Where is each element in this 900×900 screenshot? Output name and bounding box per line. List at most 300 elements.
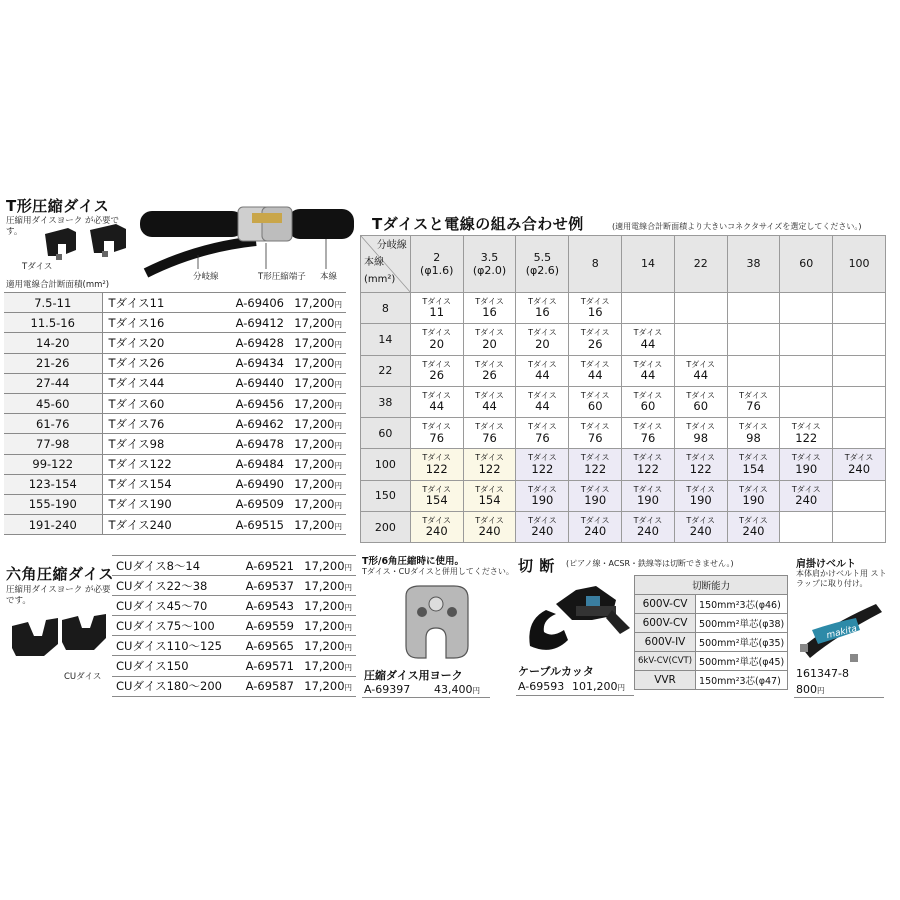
branch-size: 2 <box>433 250 441 264</box>
cu-price-cell: 17,200円 <box>294 676 356 696</box>
combo-cell <box>674 418 727 449</box>
yoke-note: Tダイス・CUダイスと併用してください。 <box>362 567 514 576</box>
combo-cell <box>569 418 622 449</box>
main-size-header: 8 <box>361 293 411 324</box>
die-size: 122 <box>689 461 712 476</box>
cu-dies-row <box>112 576 356 596</box>
die-name-cell: Tダイス240 <box>102 515 212 535</box>
combo-cell <box>516 512 569 543</box>
combo-cell <box>622 324 675 355</box>
combo-cell <box>833 293 886 324</box>
die-size: 76 <box>482 430 497 445</box>
die-prefix: Tダイス <box>475 484 504 494</box>
branch-size-header <box>674 236 727 293</box>
die-prefix: Tダイス <box>633 359 663 369</box>
die-size: 154 <box>425 493 448 508</box>
capacity-row <box>635 595 788 614</box>
size-cell: 155-190 <box>4 494 102 514</box>
branch-size-header <box>833 236 886 293</box>
die-prefix: Tダイス <box>422 422 452 432</box>
size-cell: 99-122 <box>4 454 102 474</box>
branch-size: 100 <box>848 257 870 271</box>
die-size: 44 <box>640 336 656 351</box>
die-code-cell: A-69484 <box>212 454 284 474</box>
cutter-title: 切 断 <box>518 557 555 575</box>
die-prefix: Tダイス <box>475 453 504 463</box>
die-prefix: Tダイス <box>528 422 557 432</box>
combo-cell <box>463 324 516 355</box>
branch-size: 8 <box>591 257 599 271</box>
main-label: 本線 <box>364 257 384 268</box>
branch-size: 14 <box>640 257 655 271</box>
die-prefix: Tダイス <box>475 296 504 306</box>
die-size: 26 <box>587 336 603 351</box>
shoulder-belt-image <box>796 596 888 666</box>
t-dies-row <box>4 313 346 333</box>
branch-size: 5.5 <box>533 250 552 264</box>
die-size: 44 <box>693 367 709 382</box>
die-size: 26 <box>482 367 497 382</box>
die-prefix: Tダイス <box>580 516 610 525</box>
die-name-cell: Tダイス60 <box>102 393 212 413</box>
combo-cell <box>569 355 622 386</box>
die-prefix: Tダイス <box>422 328 452 338</box>
yoke-name: 圧縮ダイス用ヨーク <box>364 669 463 682</box>
main-size-header: 150 <box>361 480 411 511</box>
die-size: 44 <box>535 399 550 414</box>
cu-price-cell: 17,200円 <box>294 556 356 576</box>
combo-title: Tダイスと電線の組み合わせ例 <box>372 215 584 233</box>
belt-code: 161347-8 <box>796 667 849 680</box>
combo-cell <box>463 355 516 386</box>
combo-cell <box>569 512 622 543</box>
die-name-cell: Tダイス16 <box>102 313 212 333</box>
branch-diameter: (φ2.6) <box>525 264 560 277</box>
cutting-capacity-table <box>634 575 788 690</box>
combo-cell <box>727 355 780 386</box>
die-size: 122 <box>636 461 659 476</box>
die-size: 16 <box>482 305 497 320</box>
die-prefix: Tダイス <box>633 484 663 494</box>
combo-cell <box>463 386 516 417</box>
cable-type-cell: VVR <box>635 671 696 690</box>
capacity-row <box>635 633 788 652</box>
die-prefix: Tダイス <box>633 390 663 400</box>
die-size: 76 <box>535 430 550 445</box>
cu-code-cell: A-69521 <box>222 556 294 576</box>
combo-cell <box>727 293 780 324</box>
die-size: 240 <box>795 493 818 508</box>
branch-size-header <box>780 236 833 293</box>
die-size: 190 <box>689 493 712 508</box>
combo-row <box>361 512 886 543</box>
combo-cell <box>674 449 727 480</box>
size-cell: 123-154 <box>4 474 102 494</box>
combo-row <box>361 324 886 355</box>
die-prefix: Tダイス <box>791 484 821 494</box>
t-dies-row <box>4 515 346 535</box>
cu-die-img-label: CUダイス <box>64 672 102 682</box>
combo-cell <box>727 386 780 417</box>
combo-cell <box>674 480 727 511</box>
die-price-cell: 17,200円 <box>284 373 346 393</box>
die-prefix: Tダイス <box>580 422 610 432</box>
combo-cell <box>780 324 833 355</box>
combo-cell <box>833 418 886 449</box>
die-prefix: Tダイス <box>528 390 557 400</box>
combo-cell <box>410 512 463 543</box>
die-prefix: Tダイス <box>528 453 557 463</box>
die-prefix: Tダイス <box>475 422 504 432</box>
cu-dies-note: 圧縮用ダイスヨーク が必要です。 <box>6 585 111 606</box>
cu-code-cell: A-69571 <box>222 656 294 676</box>
combo-cell <box>780 449 833 480</box>
t-dies-table <box>4 292 346 535</box>
main-size-header: 14 <box>361 324 411 355</box>
cu-price-cell: 17,200円 <box>294 656 356 676</box>
combo-cell <box>463 418 516 449</box>
die-size: 44 <box>482 399 497 414</box>
die-prefix: Tダイス <box>686 516 716 525</box>
cu-code-cell: A-69565 <box>222 636 294 656</box>
die-size: 154 <box>742 461 765 476</box>
die-size: 76 <box>587 430 603 445</box>
combo-cell <box>569 386 622 417</box>
die-prefix: Tダイス <box>686 453 716 463</box>
yoke-code: A-69397 <box>364 683 411 696</box>
die-prefix: Tダイス <box>580 359 610 369</box>
combo-cell <box>622 449 675 480</box>
t-dies-note: 圧縮用ダイスヨーク が必要です。 <box>6 216 119 237</box>
die-code-cell: A-69509 <box>212 494 284 514</box>
size-cell: 14-20 <box>4 333 102 353</box>
die-prefix: Tダイス <box>528 359 557 369</box>
combo-cell <box>516 449 569 480</box>
die-size: 20 <box>482 336 497 351</box>
capacity-row <box>635 614 788 633</box>
capacity-value-cell: 150mm²3芯(φ47) <box>696 671 788 690</box>
size-cell: 21-26 <box>4 353 102 373</box>
die-size: 240 <box>742 524 765 539</box>
cu-code-cell: A-69559 <box>222 616 294 636</box>
unit-label: (mm²) <box>364 274 396 285</box>
cutter-price: 101,200円 <box>572 680 625 693</box>
die-size: 190 <box>795 461 818 476</box>
die-code-cell: A-69434 <box>212 353 284 373</box>
yoke-rule <box>362 697 490 698</box>
branch-size-header <box>516 236 569 293</box>
die-prefix: Tダイス <box>686 484 716 494</box>
branch-size-header <box>622 236 675 293</box>
branch-size: 60 <box>799 257 814 271</box>
die-prefix: Tダイス <box>475 390 504 400</box>
die-size: 20 <box>535 336 550 351</box>
die-size: 190 <box>636 493 659 508</box>
cutter-name: ケーブルカッタ <box>518 665 594 678</box>
combo-cell <box>727 512 780 543</box>
die-name-cell: Tダイス11 <box>102 293 212 313</box>
combo-cell <box>516 386 569 417</box>
die-size: 76 <box>429 430 445 445</box>
combo-cell <box>410 449 463 480</box>
t-die-img-label: Tダイス <box>22 262 53 272</box>
branch-diameter: (φ2.0) <box>472 264 507 277</box>
branch-size-header <box>410 236 463 293</box>
die-code-cell: A-69515 <box>212 515 284 535</box>
die-size: 60 <box>587 399 603 414</box>
combo-cell <box>410 324 463 355</box>
die-prefix: Tダイス <box>633 453 663 463</box>
belt-rule <box>794 697 884 698</box>
cu-dies-title: 六角圧縮ダイス <box>6 565 115 583</box>
die-code-cell: A-69456 <box>212 393 284 413</box>
cu-price-cell: 17,200円 <box>294 616 356 636</box>
die-prefix: Tダイス <box>633 516 663 525</box>
cable-cutter-image <box>516 570 636 660</box>
die-prefix: Tダイス <box>422 484 452 494</box>
belt-price: 800円 <box>796 683 825 696</box>
branch-size: 22 <box>693 257 708 271</box>
combo-cell <box>622 386 675 417</box>
combo-cell <box>780 480 833 511</box>
die-price-cell: 17,200円 <box>284 333 346 353</box>
die-code-cell: A-69412 <box>212 313 284 333</box>
cable-type-cell: 600V-CV <box>635 595 696 614</box>
die-size: 60 <box>693 399 709 414</box>
cutter-rule <box>516 695 634 696</box>
die-prefix: Tダイス <box>528 516 557 525</box>
combo-cell <box>569 480 622 511</box>
combo-cell <box>463 449 516 480</box>
size-cell: 77-98 <box>4 434 102 454</box>
combo-cell <box>833 512 886 543</box>
combo-cell <box>622 480 675 511</box>
combo-cell <box>622 355 675 386</box>
cutter-code: A-69593 <box>518 680 565 693</box>
die-prefix: Tダイス <box>633 328 663 338</box>
die-size: 190 <box>742 493 765 508</box>
combo-cell <box>727 324 780 355</box>
combo-cell <box>410 293 463 324</box>
t-dies-row <box>4 293 346 313</box>
cu-price-cell: 17,200円 <box>294 576 356 596</box>
combo-row <box>361 386 886 417</box>
die-name-cell: Tダイス154 <box>102 474 212 494</box>
die-size: 190 <box>531 493 554 508</box>
cu-code-cell: A-69537 <box>222 576 294 596</box>
die-size: 240 <box>848 461 871 476</box>
die-prefix: Tダイス <box>686 422 716 432</box>
die-prefix: Tダイス <box>422 390 452 400</box>
die-price-cell: 17,200円 <box>284 515 346 535</box>
die-size: 44 <box>587 367 603 382</box>
size-cell: 27-44 <box>4 373 102 393</box>
diagram-label-main: 本線 <box>320 272 338 282</box>
die-prefix: Tダイス <box>580 484 610 494</box>
cu-dies-row <box>112 676 356 696</box>
combo-cell <box>833 324 886 355</box>
die-prefix: Tダイス <box>580 390 610 400</box>
capacity-value-cell: 150mm²3芯(φ46) <box>696 595 788 614</box>
die-size: 240 <box>584 524 607 539</box>
die-size: 44 <box>429 399 445 414</box>
combo-cell <box>674 355 727 386</box>
die-size: 122 <box>531 461 554 476</box>
die-size: 240 <box>636 524 659 539</box>
die-size: 122 <box>478 461 501 476</box>
die-size: 190 <box>584 493 607 508</box>
cable-diagram <box>138 203 356 283</box>
size-cell: 7.5-11 <box>4 293 102 313</box>
combo-cell <box>780 293 833 324</box>
combo-row <box>361 480 886 511</box>
cable-type-cell: 600V-CV <box>635 614 696 633</box>
t-dies-row <box>4 454 346 474</box>
die-size: 98 <box>693 430 709 445</box>
die-size: 122 <box>425 461 448 476</box>
die-name-cell: Tダイス190 <box>102 494 212 514</box>
size-cell: 61-76 <box>4 414 102 434</box>
die-price-cell: 17,200円 <box>284 474 346 494</box>
cu-dies-table <box>112 555 356 697</box>
combo-cell <box>622 512 675 543</box>
die-prefix: Tダイス <box>528 484 557 494</box>
die-prefix: Tダイス <box>475 328 504 338</box>
die-price-cell: 17,200円 <box>284 393 346 413</box>
combo-cell <box>674 324 727 355</box>
die-prefix: Tダイス <box>422 453 452 463</box>
cu-dies-row <box>112 596 356 616</box>
capacity-value-cell: 500mm²単芯(φ38) <box>696 614 788 633</box>
combo-cell <box>463 293 516 324</box>
cu-code-cell: A-69543 <box>222 596 294 616</box>
die-prefix: Tダイス <box>739 516 768 525</box>
cu-dies-row <box>112 556 356 576</box>
branch-size-header <box>727 236 780 293</box>
die-prefix: Tダイス <box>580 453 610 463</box>
branch-size-header <box>569 236 622 293</box>
die-size: 76 <box>640 430 656 445</box>
cu-dies-row <box>112 616 356 636</box>
main-size-header: 22 <box>361 355 411 386</box>
cu-name-cell: CUダイス45～70 <box>112 596 222 616</box>
combo-cell <box>674 386 727 417</box>
combo-cell <box>833 449 886 480</box>
belt-note: 本体肩かけベルト用 ストラップに取り付け。 <box>796 569 887 588</box>
cap-header: 切断能力 <box>635 576 788 595</box>
combo-cell <box>674 293 727 324</box>
combo-cell <box>833 355 886 386</box>
main-size-header: 60 <box>361 418 411 449</box>
capacity-row <box>635 652 788 671</box>
diagram-label-branch: 分岐線 <box>193 272 219 282</box>
die-prefix: Tダイス <box>686 359 716 369</box>
die-size: 122 <box>584 461 607 476</box>
size-cell: 11.5-16 <box>4 313 102 333</box>
combo-cell <box>569 324 622 355</box>
die-prefix: Tダイス <box>475 359 504 369</box>
die-size: 122 <box>795 430 818 445</box>
t-dies-title: T形圧縮ダイス <box>6 197 110 215</box>
die-code-cell: A-69440 <box>212 373 284 393</box>
main-size-header: 100 <box>361 449 411 480</box>
die-name-cell: Tダイス20 <box>102 333 212 353</box>
die-size: 44 <box>535 367 550 382</box>
die-name-cell: Tダイス26 <box>102 353 212 373</box>
die-prefix: Tダイス <box>528 328 557 338</box>
die-size: 20 <box>429 336 445 351</box>
combo-cell <box>463 512 516 543</box>
t-dies-row <box>4 414 346 434</box>
combo-cell <box>569 293 622 324</box>
combo-cell <box>463 480 516 511</box>
combo-cell <box>516 480 569 511</box>
die-price-cell: 17,200円 <box>284 313 346 333</box>
die-size: 44 <box>640 367 656 382</box>
die-size: 98 <box>746 430 761 445</box>
main-size-header: 200 <box>361 512 411 543</box>
combo-cell <box>674 512 727 543</box>
die-size: 16 <box>587 305 603 320</box>
combo-cell <box>833 386 886 417</box>
capacity-value-cell: 500mm²単芯(φ45) <box>696 652 788 671</box>
die-prefix: Tダイス <box>739 484 768 494</box>
combo-cell <box>833 480 886 511</box>
t-dies-row <box>4 474 346 494</box>
die-prefix: Tダイス <box>739 390 768 400</box>
die-name-cell: Tダイス98 <box>102 434 212 454</box>
die-size: 16 <box>535 305 550 320</box>
size-header: 適用電線合計断面積(mm²) <box>6 280 110 290</box>
die-price-cell: 17,200円 <box>284 434 346 454</box>
die-code-cell: A-69406 <box>212 293 284 313</box>
cu-name-cell: CUダイス75～100 <box>112 616 222 636</box>
die-size: 240 <box>425 524 448 539</box>
cu-price-cell: 17,200円 <box>294 596 356 616</box>
t-dies-row <box>4 333 346 353</box>
size-cell: 191-240 <box>4 515 102 535</box>
combo-row <box>361 293 886 324</box>
die-name-cell: Tダイス76 <box>102 414 212 434</box>
die-code-cell: A-69462 <box>212 414 284 434</box>
branch-size-header <box>463 236 516 293</box>
die-prefix: Tダイス <box>422 359 452 369</box>
belt-title: 肩掛けベルト <box>796 559 856 570</box>
cu-die-image <box>8 612 112 668</box>
combo-grid <box>360 235 886 543</box>
combo-row <box>361 355 886 386</box>
die-size: 154 <box>478 493 501 508</box>
cu-name-cell: CUダイス22～38 <box>112 576 222 596</box>
die-price-cell: 17,200円 <box>284 494 346 514</box>
cu-code-cell: A-69587 <box>222 676 294 696</box>
die-price-cell: 17,200円 <box>284 293 346 313</box>
diagram-label-terminal: T形圧縮端子 <box>258 272 306 282</box>
combo-corner <box>361 236 411 293</box>
die-prefix: Tダイス <box>791 422 821 432</box>
size-cell: 45-60 <box>4 393 102 413</box>
cutter-note: (ピアノ線・ACSR・鉄線等は切断できません。) <box>566 559 734 568</box>
die-prefix: Tダイス <box>844 453 874 463</box>
yoke-price: 43,400円 <box>434 683 480 696</box>
yoke-image <box>396 582 476 662</box>
combo-note: (適用電線合計断面積より大きいコネクタサイズを選定してください。) <box>612 222 862 231</box>
t-dies-row <box>4 353 346 373</box>
combo-cell <box>516 418 569 449</box>
cu-name-cell: CUダイス110～125 <box>112 636 222 656</box>
combo-cell <box>622 418 675 449</box>
branch-size: 3.5 <box>480 250 499 264</box>
